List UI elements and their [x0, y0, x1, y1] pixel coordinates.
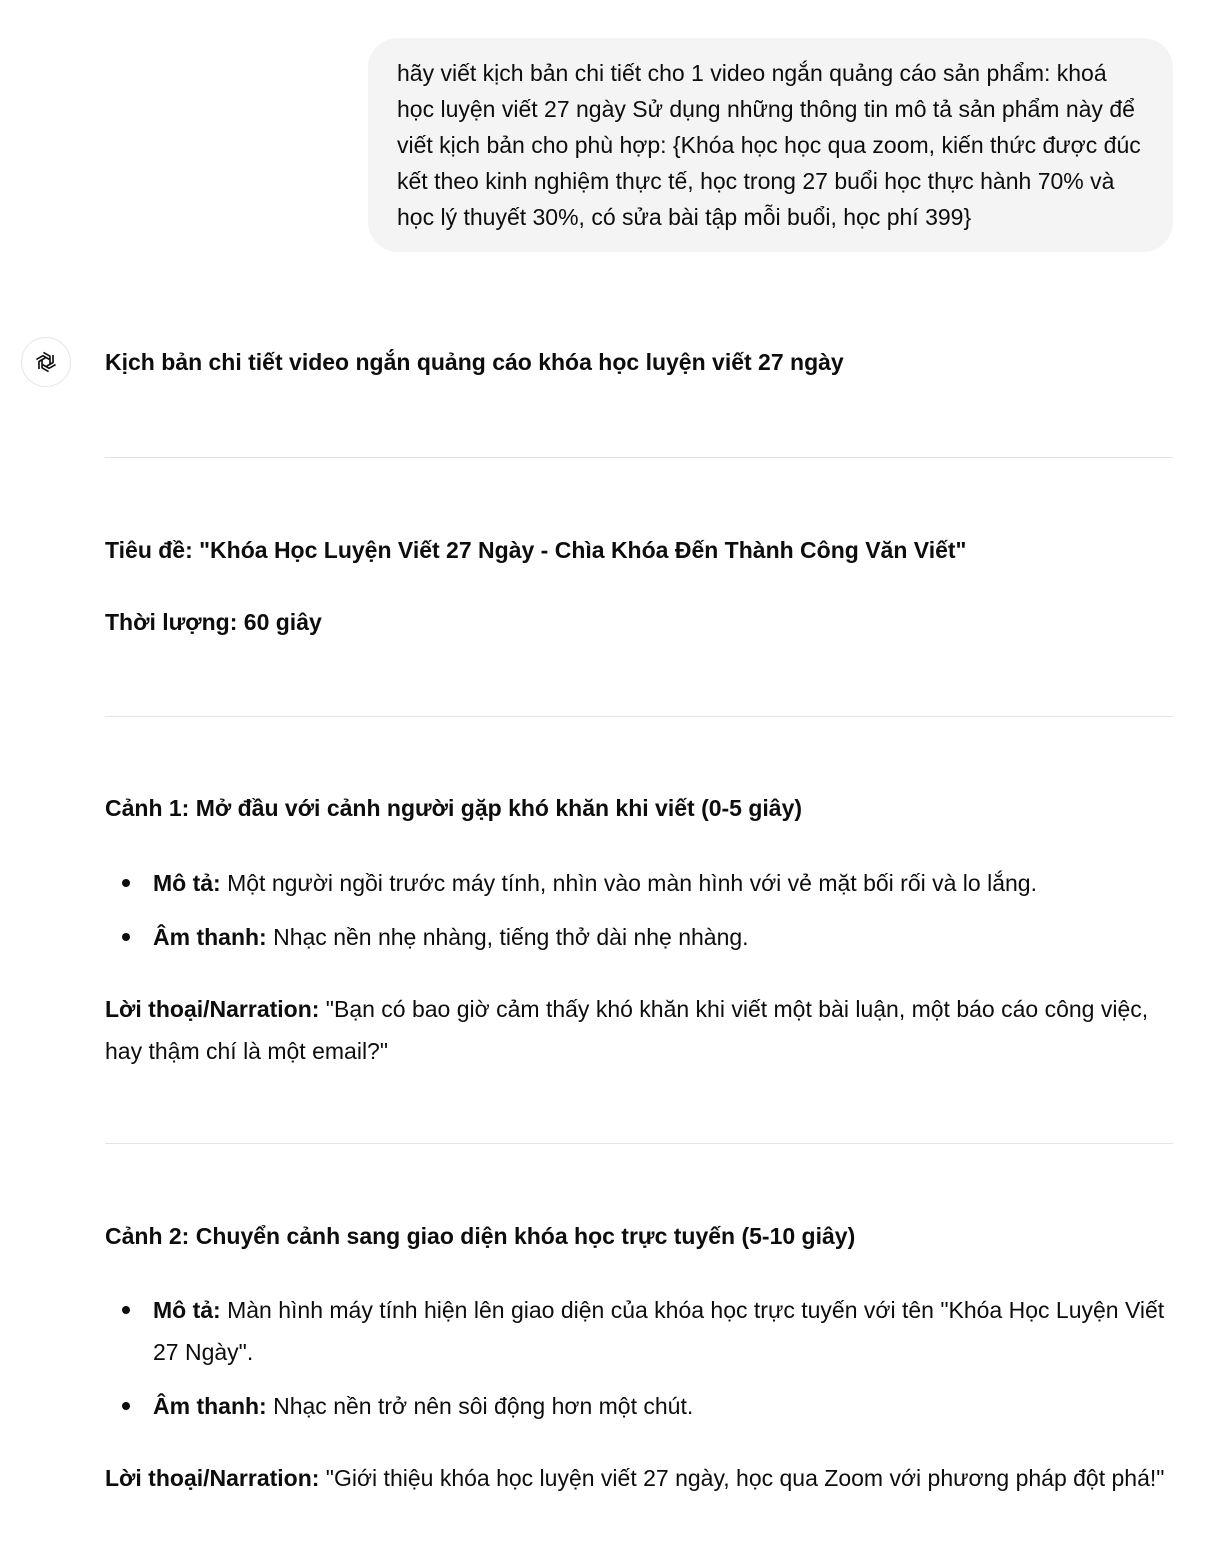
narration-text: "Bạn có bao giờ cảm thấy khó khăn khi viết một bài luận, một báo cáo công việc, hay thậm chí là một email?": [105, 996, 1149, 1064]
bullet-text: Nhạc nền nhẹ nhàng, tiếng thở dài nhẹ nhàng.: [266, 924, 749, 950]
bullet-text: Màn hình máy tính hiện lên giao diện của khóa học trực tuyến với tên "Khóa Học Luyện Viết 27 Ngày".: [153, 1297, 1165, 1365]
user-message-bubble: hãy viết kịch bản chi tiết cho 1 video ngắn quảng cáo sản phẩm: khoá học luyện viết 27 ngày Sử dụng những thông tin mô tả sản phẩm này để viết kịch bản cho phù hợp: {Khóa học học qua zoom, kiến thức được đúc kết theo kinh nghiệm thực tế, học trong 27 buổi học thực hành 70% và học lý thuyết 30%, có sửa bài tập mỗi buổi, học phí 399}: [368, 38, 1173, 252]
bullet-dot: [122, 933, 130, 941]
bullet-dot: [122, 879, 130, 887]
scene2-narration: [105, 1457, 1173, 1499]
video-title: Tiêu đề: "Khóa Học Luyện Viết 27 Ngày - Chìa Khóa Đến Thành Công Văn Viết": [105, 537, 967, 563]
divider: [105, 1143, 1173, 1144]
video-duration: Thời lượng: 60 giây: [105, 609, 322, 635]
scene2-heading: Cảnh 2: Chuyển cảnh sang giao diện khóa học trực tuyến (5-10 giây): [105, 1223, 856, 1249]
divider: [105, 457, 1173, 458]
openai-logo-icon: [21, 337, 71, 387]
divider: [105, 716, 1173, 717]
scene1-sound-item: [153, 916, 1173, 958]
bullet-text: Nhạc nền trở nên sôi động hơn một chút.: [266, 1393, 694, 1419]
narration-text: "Giới thiệu khóa học luyện viết 27 ngày, học qua Zoom với phương pháp đột phá!": [319, 1465, 1165, 1491]
scene1-narration: [105, 988, 1173, 1072]
bullet-text: Một người ngồi trước máy tính, nhìn vào màn hình với vẻ mặt bối rối và lo lắng.: [220, 870, 1037, 896]
bullet-label: Âm thanh:: [153, 924, 267, 950]
scene1-heading: Cảnh 1: Mở đầu với cảnh người gặp khó khăn khi viết (0-5 giây): [105, 795, 803, 821]
narration-label: Lời thoại/Narration:: [105, 1465, 320, 1491]
narration-label: Lời thoại/Narration:: [105, 996, 320, 1022]
response-heading: Kịch bản chi tiết video ngắn quảng cáo khóa học luyện viết 27 ngày: [105, 349, 844, 375]
scene2-description-item: [153, 1289, 1173, 1373]
bullet-label: Mô tả:: [153, 1297, 221, 1323]
bullet-dot: [122, 1306, 130, 1314]
scene2-sound-item: [153, 1385, 1173, 1427]
bullet-label: Mô tả:: [153, 870, 221, 896]
bullet-label: Âm thanh:: [153, 1393, 267, 1419]
scene1-description-item: [153, 862, 1173, 904]
bullet-dot: [122, 1402, 130, 1410]
